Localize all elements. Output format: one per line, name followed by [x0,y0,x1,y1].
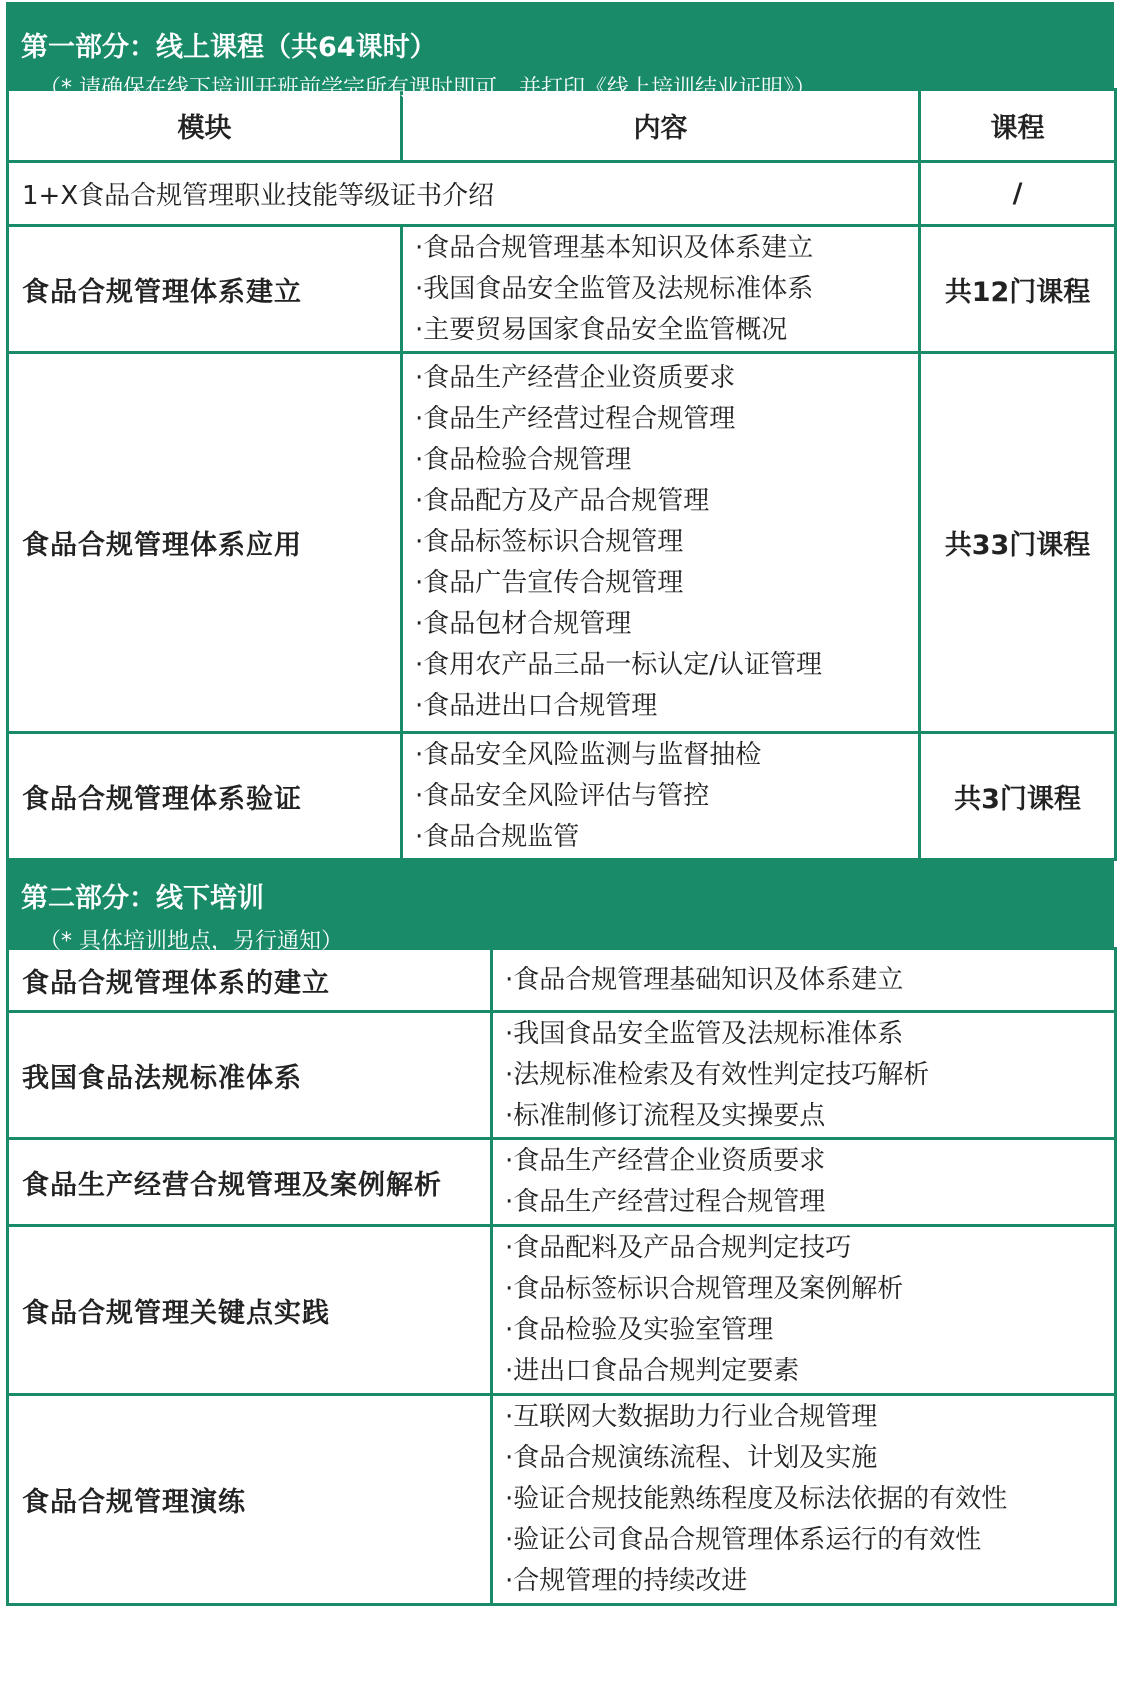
list-item: ·食品包材合规管理 [415,609,632,639]
table-row [8,1139,1116,1226]
content-list [492,949,1116,1012]
list-item: ·验证合规技能熟练程度及标法依据的有效性 [505,1484,1008,1514]
list-item: ·食品安全风险评估与管控 [415,780,710,811]
header-content: 内容 [402,90,920,162]
list-item: ·食品生产经营企业资质要求 [505,1146,826,1176]
table-row [8,1226,1116,1395]
list-item: ·我国食品安全监管及法规标准体系 [505,1018,904,1049]
list-item: ·验证公司食品合规管理体系运行的有效性 [505,1525,982,1555]
module-name: 食品合规管理体系验证 [8,733,402,860]
list-item: ·主要贸易国家食品安全监管概况 [415,314,788,345]
module-name: 我国食品法规标准体系 [8,1012,492,1139]
content-list [492,1395,1116,1605]
list-item: ·食品标签标识合规管理及案例解析 [505,1274,904,1304]
module-name: 食品合规管理体系应用 [8,353,402,733]
table-row [8,353,1116,733]
list-item: ·食品安全风险监测与监督抽检 [415,739,762,770]
list-item: ·食品生产经营过程合规管理 [505,1187,826,1217]
header-course: 课程 [920,90,1116,162]
table-row [8,226,1116,353]
intro-text: 1+X食品合规管理职业技能等级证书介绍 [8,162,920,226]
list-item: ·合规管理的持续改进 [505,1566,748,1596]
list-item: ·食品合规管理基本知识及体系建立 [415,232,814,263]
part2-header [6,861,1114,954]
table-row [8,949,1116,1012]
list-item: ·食品配料及产品合规判定技巧 [505,1233,852,1263]
intro-row [8,162,1116,226]
list-item: ·食品合规管理基础知识及体系建立 [505,964,904,995]
list-item: ·食品生产经营企业资质要求 [415,363,736,393]
list-item: ·食品合规演练流程、计划及实施 [505,1443,878,1473]
content-list [492,1139,1116,1226]
content-list [402,353,920,733]
table-row [8,733,1116,860]
list-item: ·食品生产经营过程合规管理 [415,404,736,434]
course-count: 共12门课程 [920,226,1116,353]
list-item: ·我国食品安全监管及法规标准体系 [415,273,814,304]
content-list [402,226,920,353]
content-list [492,1012,1116,1139]
content-list [492,1226,1116,1395]
table-row [8,1395,1116,1605]
list-item: ·食品检验合规管理 [415,445,632,475]
part2-title: 第二部分：线下培训 [21,883,264,914]
list-item: ·标准制修订流程及实操要点 [505,1100,826,1131]
content-list [402,733,920,860]
list-item: ·互联网大数据助力行业合规管理 [505,1402,878,1432]
list-item: ·食品检验及实验室管理 [505,1315,774,1345]
module-name: 食品合规管理体系建立 [8,226,402,353]
course-count: 共3门课程 [920,733,1116,860]
list-item: ·进出口食品合规判定要素 [505,1356,800,1386]
header-module: 模块 [8,90,402,162]
intro-course: / [920,162,1116,226]
module-name: 食品生产经营合规管理及案例解析 [8,1139,492,1226]
part1-header [6,2,1114,101]
list-item: ·食品配方及产品合规管理 [415,486,710,516]
list-item: ·食品进出口合规管理 [415,691,658,721]
module-name: 食品合规管理演练 [8,1395,492,1605]
table-row [8,1012,1116,1139]
course-count: 共33门课程 [920,353,1116,733]
module-name: 食品合规管理关键点实践 [8,1226,492,1395]
list-item: ·法规标准检索及有效性判定技巧解析 [505,1059,930,1090]
part1-note: （* 请确保在线下培训开班前学完所有课时即可，并打印《线上培训结业证明》） [39,76,816,101]
module-name: 食品合规管理体系的建立 [8,949,492,1012]
course-schedule [6,2,1114,1606]
list-item: ·食用农产品三品一标认定/认证管理 [415,650,823,680]
list-item: ·食品合规监管 [415,821,580,852]
part1-title: 第一部分：线上课程（共64课时） [21,32,437,63]
offline-training-table [6,947,1117,1606]
part2-note: （* 具体培训地点，另行通知） [39,929,343,954]
list-item: ·食品广告宣传合规管理 [415,568,684,598]
list-item: ·食品标签标识合规管理 [415,527,684,557]
online-course-table [6,88,1117,861]
